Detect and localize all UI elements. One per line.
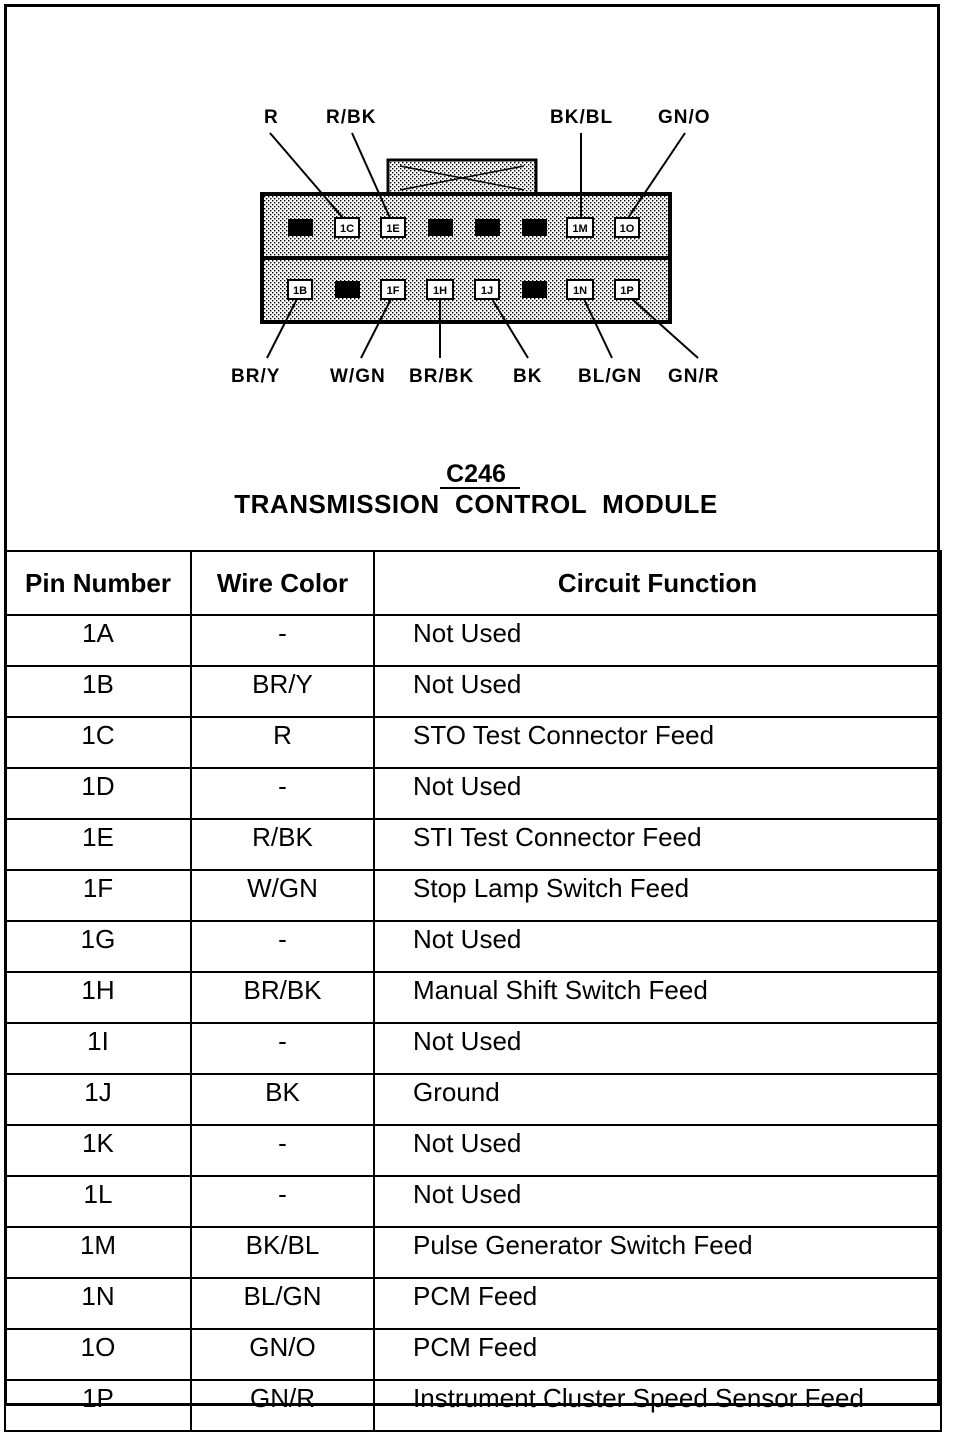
wire-color-cell: GN/R — [191, 1380, 374, 1431]
pin-number-cell: 1L — [5, 1176, 191, 1227]
pin-1M-label: 1M — [572, 223, 588, 235]
wire-label-W-GN: W/GN — [330, 366, 386, 387]
pin-1H-label: 1H — [432, 285, 448, 297]
wire-color-cell: - — [191, 1023, 374, 1074]
wire-color-cell: - — [191, 1176, 374, 1227]
table-row — [5, 1278, 941, 1329]
header-wire-color: Wire Color — [191, 551, 374, 615]
wire-color-cell: BR/BK — [191, 972, 374, 1023]
wire-label-GN-R: GN/R — [668, 366, 720, 387]
pin-number-cell: 1J — [5, 1074, 191, 1125]
cavity-1D — [335, 281, 360, 298]
wire-color-cell: BK/BL — [191, 1227, 374, 1278]
pin-1P-label: 1P — [620, 285, 634, 297]
circuit-function-cell: Not Used — [374, 1125, 941, 1176]
table-row — [5, 1023, 941, 1074]
circuit-function-cell: Pulse Generator Switch Feed — [374, 1227, 941, 1278]
pin-1F — [381, 280, 405, 299]
pin-number-cell: 1D — [5, 768, 191, 819]
pin-1O — [615, 218, 639, 237]
wire-color-cell: - — [191, 615, 374, 666]
pin-1B — [288, 280, 312, 299]
module-name: TRANSMISSION CONTROL MODULE — [234, 489, 718, 519]
wire-color-cell: - — [191, 1125, 374, 1176]
pin-number-cell: 1I — [5, 1023, 191, 1074]
circuit-function-cell: Not Used — [374, 615, 941, 666]
cavity-1G — [428, 219, 453, 236]
wire-color-cell: W/GN — [191, 870, 374, 921]
circuit-function-cell: Manual Shift Switch Feed — [374, 972, 941, 1023]
circuit-function-cell: Ground — [374, 1074, 941, 1125]
connector-diagram — [0, 0, 960, 550]
header-circuit-function: Circuit Function — [374, 551, 941, 615]
wire-label-R: R — [264, 107, 279, 128]
wire-color-cell: R/BK — [191, 819, 374, 870]
pin-1P — [615, 280, 639, 299]
table-row — [5, 819, 941, 870]
pin-number-cell: 1B — [5, 666, 191, 717]
circuit-function-cell: Not Used — [374, 921, 941, 972]
circuit-function-cell: Not Used — [374, 1023, 941, 1074]
wire-color-cell: - — [191, 768, 374, 819]
table-row — [5, 615, 941, 666]
pin-1F-label: 1F — [386, 285, 400, 297]
pin-1J-label: 1J — [480, 285, 494, 297]
pin-number-cell: 1C — [5, 717, 191, 768]
pin-1O-label: 1O — [619, 223, 635, 235]
cavity-1A — [288, 219, 313, 236]
circuit-function-cell: PCM Feed — [374, 1329, 941, 1380]
pin-1N — [567, 280, 593, 299]
connector-latch — [388, 160, 536, 194]
wire-color-cell: GN/O — [191, 1329, 374, 1380]
table-row — [5, 1074, 941, 1125]
table-row — [5, 1125, 941, 1176]
table-header-row — [5, 551, 941, 615]
table-row — [5, 666, 941, 717]
pin-number-cell: 1E — [5, 819, 191, 870]
table-row — [5, 1227, 941, 1278]
pin-number-cell: 1P — [5, 1380, 191, 1431]
header-pin-number: Pin Number — [5, 551, 191, 615]
table-row — [5, 1329, 941, 1380]
table-row — [5, 870, 941, 921]
pin-1E-label: 1E — [386, 223, 400, 235]
wire-label-BR-BK: BR/BK — [409, 366, 475, 387]
cavity-1L — [522, 281, 547, 298]
pin-1C — [335, 218, 359, 237]
wire-color-cell: BK — [191, 1074, 374, 1125]
pin-number-cell: 1F — [5, 870, 191, 921]
wire-color-cell: BL/GN — [191, 1278, 374, 1329]
circuit-function-cell: Not Used — [374, 1176, 941, 1227]
table-row — [5, 717, 941, 768]
pin-1N-label: 1N — [572, 285, 588, 297]
table-row — [5, 972, 941, 1023]
pin-1B-label: 1B — [292, 285, 308, 297]
pin-number-cell: 1K — [5, 1125, 191, 1176]
pin-1J — [475, 280, 499, 299]
circuit-function-cell: Not Used — [374, 666, 941, 717]
wire-color-cell: R — [191, 717, 374, 768]
circuit-function-cell: STO Test Connector Feed — [374, 717, 941, 768]
circuit-function-cell: Stop Lamp Switch Feed — [374, 870, 941, 921]
pin-1M — [567, 218, 593, 237]
wire-label-R-BK: R/BK — [326, 107, 377, 128]
pin-number-cell: 1G — [5, 921, 191, 972]
circuit-function-cell: Not Used — [374, 768, 941, 819]
table-row — [5, 1380, 941, 1431]
circuit-function-cell: PCM Feed — [374, 1278, 941, 1329]
wire-label-BK-BL: BK/BL — [550, 107, 614, 128]
pin-number-cell: 1H — [5, 972, 191, 1023]
table-row — [5, 768, 941, 819]
wire-color-cell: BR/Y — [191, 666, 374, 717]
table-row — [5, 921, 941, 972]
pin-table — [4, 550, 942, 1432]
wire-label-GN-O: GN/O — [658, 107, 711, 128]
pin-1E — [381, 218, 405, 237]
table-row — [5, 1176, 941, 1227]
connector-body — [262, 194, 670, 322]
pin-1H — [427, 280, 453, 299]
pin-table-body — [5, 615, 941, 1431]
pin-number-cell: 1N — [5, 1278, 191, 1329]
cavity-1I — [475, 219, 500, 236]
cavity-1K — [522, 219, 547, 236]
circuit-function-cell: Instrument Cluster Speed Sensor Feed — [374, 1380, 941, 1431]
wire-label-BR-Y: BR/Y — [231, 366, 281, 387]
wire-color-cell: - — [191, 921, 374, 972]
connector-id: C246 — [446, 460, 506, 488]
pin-1C-label: 1C — [339, 223, 355, 235]
pin-number-cell: 1A — [5, 615, 191, 666]
pin-number-cell: 1M — [5, 1227, 191, 1278]
circuit-function-cell: STI Test Connector Feed — [374, 819, 941, 870]
wire-label-BL-GN: BL/GN — [578, 366, 643, 387]
wire-label-BK: BK — [513, 366, 543, 387]
pin-number-cell: 1O — [5, 1329, 191, 1380]
